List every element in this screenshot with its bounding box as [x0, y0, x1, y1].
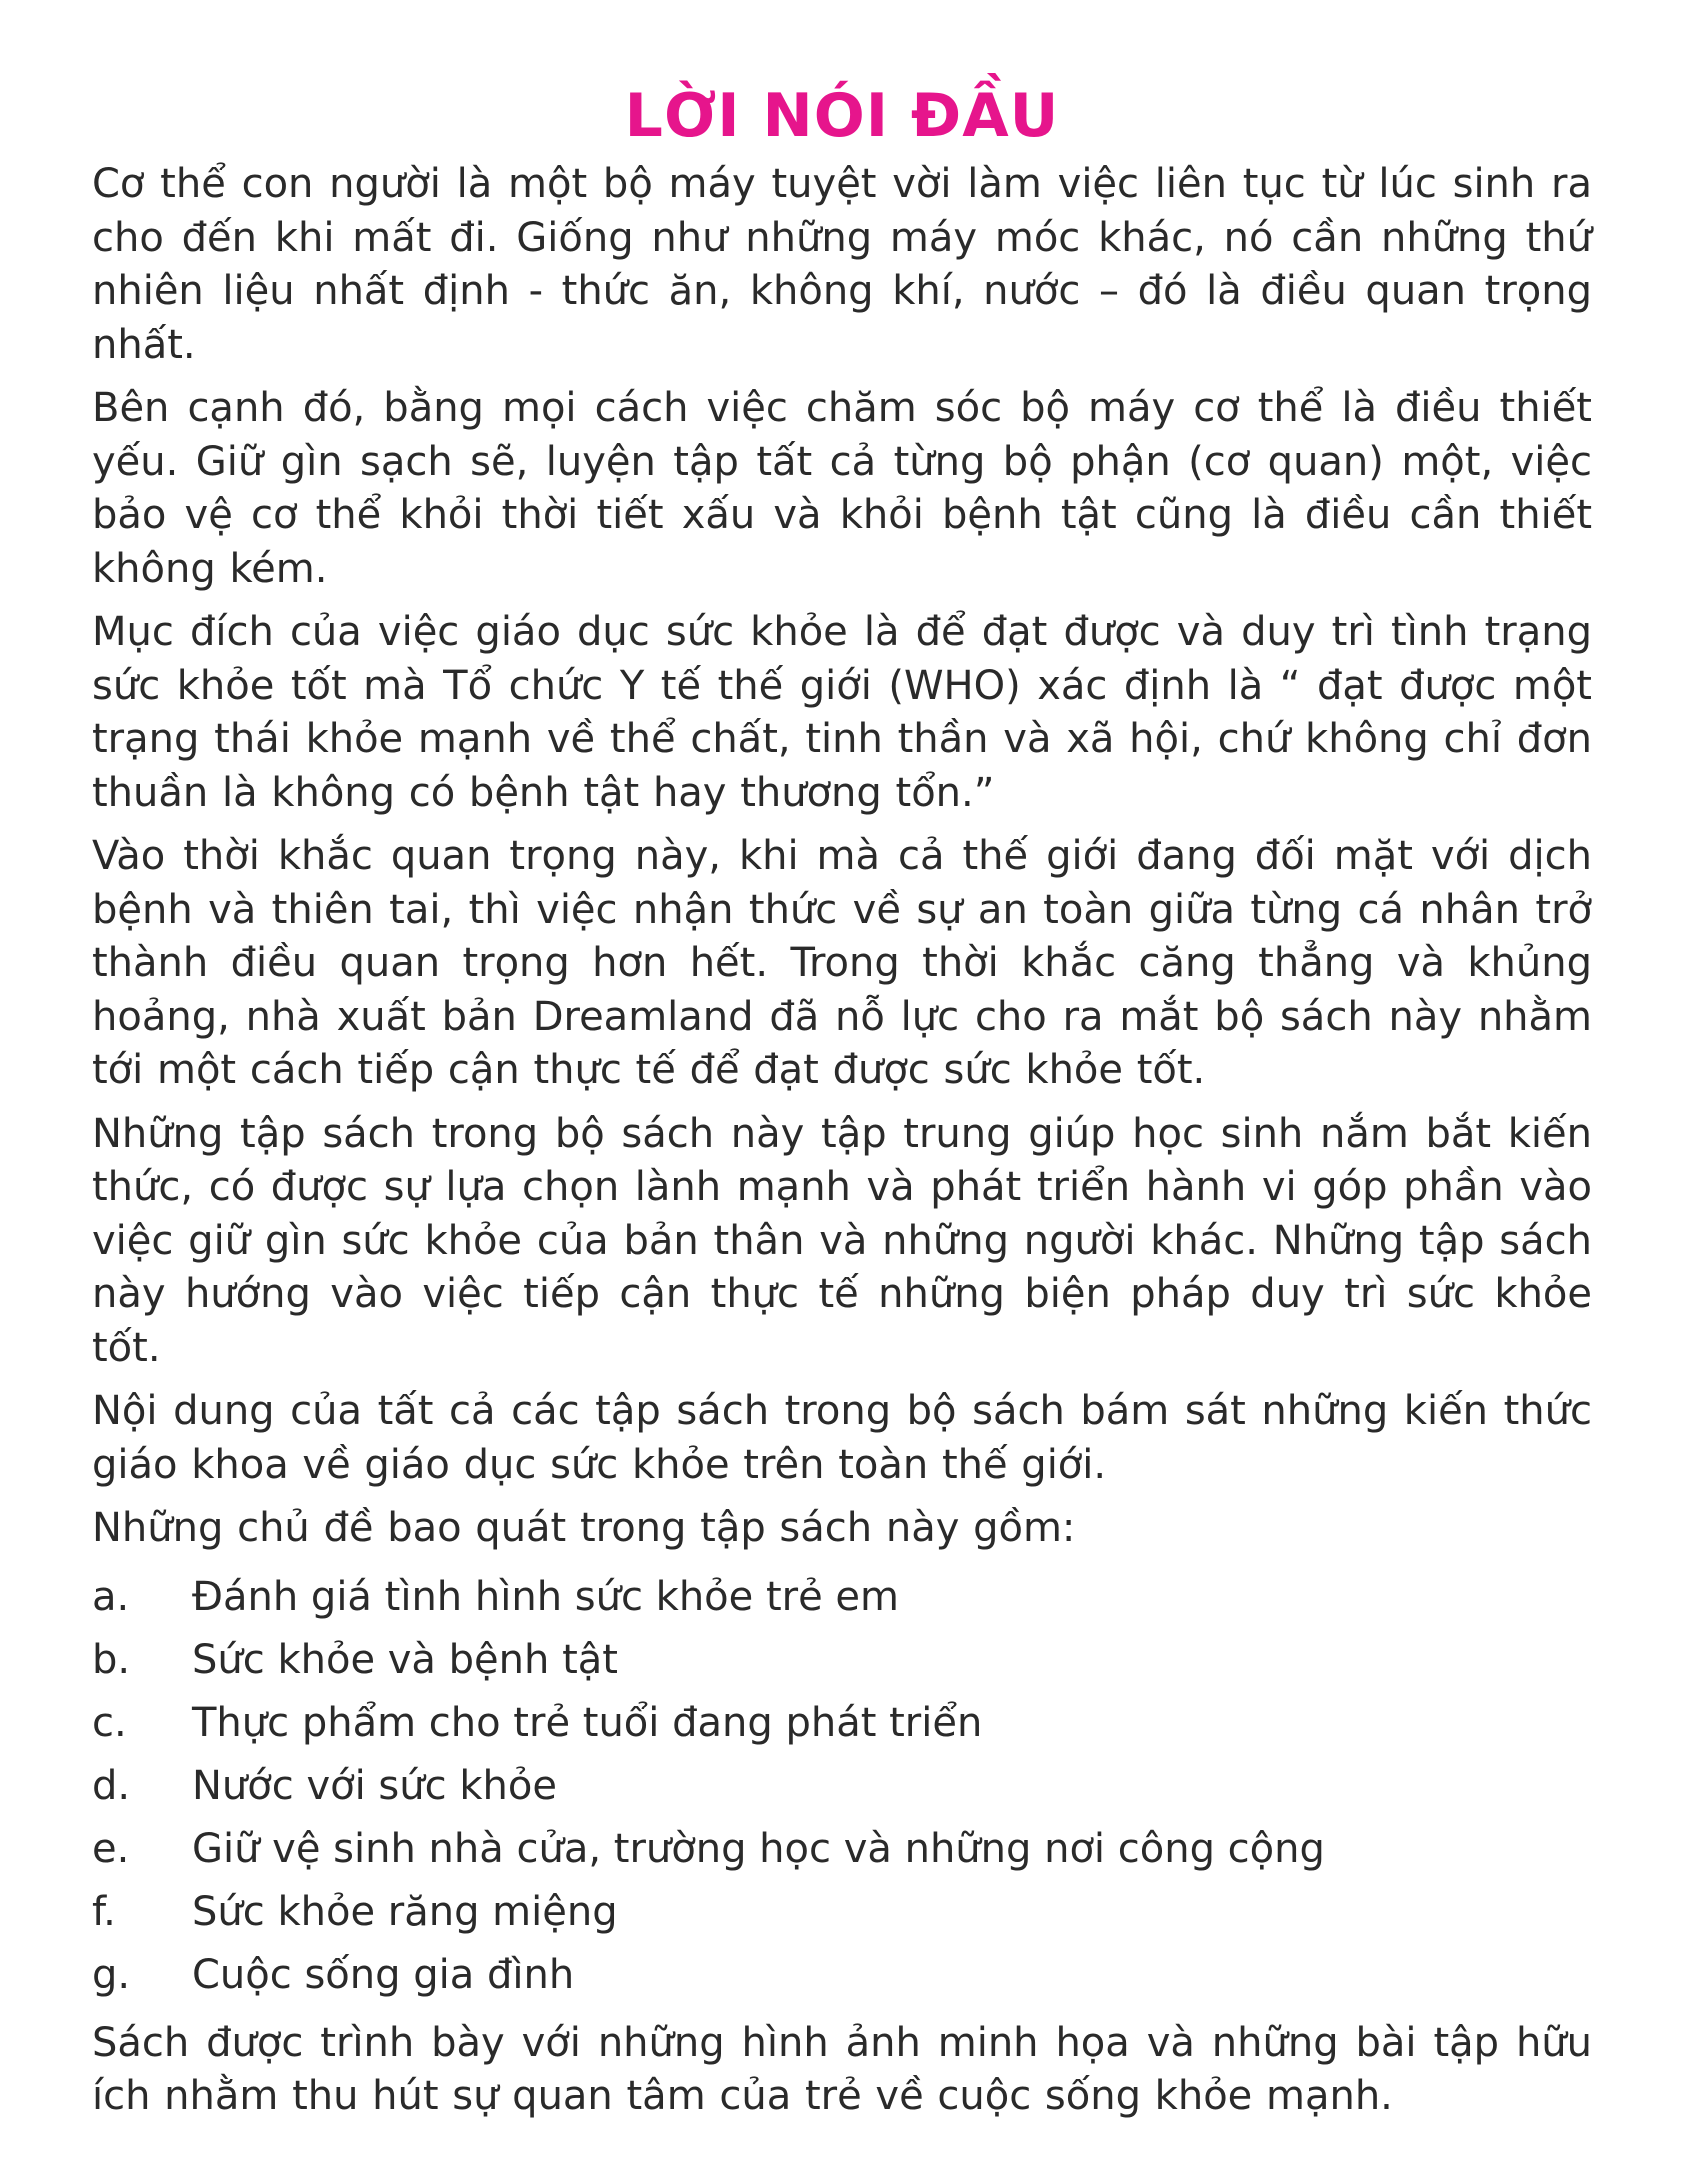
list-item	[92, 1881, 1592, 1944]
list-item-letter: b.	[92, 1636, 131, 1683]
list-item-text: Thực phẩm cho trẻ tuổi đang phát triển	[192, 1699, 983, 1746]
paragraph-body-machine: Cơ thể con người là một bộ máy tuyệt vời làm việc liên tục từ lúc sinh ra cho đến khi mất đi. Giống như những máy móc khác, nó cần những thứ nhiên liệu nhất định - thức ăn, không khí, nước – đó là điều quan trọng nhất.	[92, 161, 1592, 368]
list-item-letter: a.	[92, 1573, 130, 1620]
list-item	[92, 1818, 1592, 1881]
paragraph-closing: Sách được trình bày với những hình ảnh minh họa và những bài tập hữu ích nhằm thu hút sự quan tâm của trẻ về cuộc sống khỏe mạnh.	[92, 2019, 1592, 2119]
list-item-letter: e.	[92, 1825, 130, 1872]
document-page	[92, 78, 1592, 2134]
list-item-text: Đánh giá tình hình sức khỏe trẻ em	[192, 1573, 899, 1620]
paragraph-health-education: Mục đích của việc giáo dục sức khỏe là để đạt được và duy trì tình trạng sức khỏe tốt mà Tổ chức Y tế thế giới (WHO) xác định là “ đạt được một trạng thái khỏe mạnh về thể chất, tinh thần và xã hội, chứ không chỉ đơn thuần là không có bệnh tật hay thương tổn.”	[92, 609, 1592, 816]
list-item	[92, 1755, 1592, 1818]
topics-intro: Những chủ đề bao quát trong tập sách này gồm:	[92, 1505, 1076, 1551]
paragraph-content-scope: Nội dung của tất cả các tập sách trong bộ sách bám sát những kiến thức giáo khoa về giáo dục sức khỏe trên toàn thế giới.	[92, 1388, 1592, 1488]
list-item	[92, 1566, 1592, 1629]
list-item-text: Sức khỏe răng miệng	[192, 1888, 618, 1935]
list-item-letter: c.	[92, 1699, 127, 1746]
list-item-letter: d.	[92, 1762, 131, 1809]
list-item-text: Nước với sức khỏe	[192, 1762, 557, 1809]
topics-list	[92, 1566, 1592, 2007]
list-item-text: Giữ vệ sinh nhà cửa, trường học và những nơi công cộng	[192, 1825, 1325, 1872]
list-item	[92, 1944, 1592, 2007]
paragraph-body-care: Bên cạnh đó, bằng mọi cách việc chăm sóc bộ máy cơ thể là điều thiết yếu. Giữ gìn sạch sẽ, luyện tập tất cả từng bộ phận (cơ quan) một, việc bảo vệ cơ thể khỏi thời tiết xấu và khỏi bệnh tật cũng là điều cần thiết không kém.	[92, 385, 1592, 592]
list-item-text: Cuộc sống gia đình	[192, 1951, 575, 1998]
paragraph-critical-time: Vào thời khắc quan trọng này, khi mà cả thế giới đang đối mặt với dịch bệnh và thiên tai, thì việc nhận thức về sự an toàn giữa từng cá nhân trở thành điều quan trọng hơn hết. Trong thời khắc căng thẳng và khủng hoảng, nhà xuất bản Dreamland đã nỗ lực cho ra mắt bộ sách này nhằm tới một cách tiếp cận thực tế để đạt được sức khỏe tốt.	[92, 833, 1592, 1093]
list-item-letter: g.	[92, 1951, 131, 1998]
list-item	[92, 1629, 1592, 1692]
list-item-letter: f.	[92, 1888, 116, 1935]
paragraph-book-series: Những tập sách trong bộ sách này tập trung giúp học sinh nắm bắt kiến thức, có được sự lựa chọn lành mạnh và phát triển hành vi góp phần vào việc giữ gìn sức khỏe của bản thân và những người khác. Những tập sách này hướng vào việc tiếp cận thực tế những biện pháp duy trì sức khỏe tốt.	[92, 1110, 1592, 1371]
list-item	[92, 1692, 1592, 1755]
list-item-text: Sức khỏe và bệnh tật	[192, 1636, 618, 1683]
page-title: LỜI NÓI ĐẦU	[624, 81, 1060, 151]
